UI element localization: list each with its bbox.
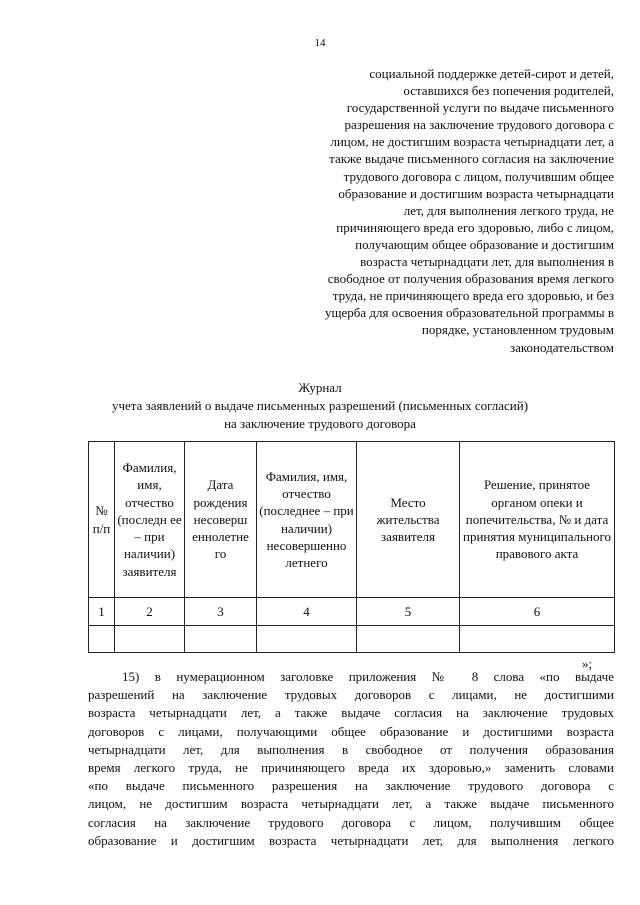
header-line: лет, для выполнения легкого труда, не — [403, 202, 614, 218]
column-number-row — [89, 598, 615, 626]
amendment-line: договоров с лицами, получающими общее образование и достигшими возраста — [88, 723, 614, 739]
page-number: 14 — [314, 37, 326, 49]
amendment-line: возраста четырнадцати лет, а также выдаче согласия на заключение трудовых — [88, 705, 614, 721]
column-number: 5 — [357, 598, 460, 626]
header-line: государственной услуги по выдаче письменного — [346, 100, 614, 116]
header-line: социальной поддержке детей-сирот и детей, — [369, 66, 614, 81]
amendment-line: «по выдаче письменного разрешения на заключение трудового договора с — [88, 778, 614, 794]
header-line: получающим общее образование и достигшим — [355, 236, 614, 252]
column-number: 1 — [89, 598, 115, 626]
header-line: образование и достигшим возраста четырнадцати — [338, 185, 614, 201]
register-table — [88, 441, 615, 653]
column-header-birth-date: Дата рождения несоверш еннолетне го — [185, 442, 257, 598]
journal-subtitle-line: на заключение трудового договора — [224, 415, 416, 431]
header-line: оставшихся без попечения родителей, — [403, 83, 614, 99]
amendment-line: разрешений на заключение трудовых договоров с лицами, не достигшими — [88, 687, 614, 703]
amendment-line: согласия на заключение трудового договора с лицом, получившим общее — [88, 814, 614, 830]
header-line: труда, не причиняющего вреда его здоровью, и без — [332, 288, 614, 304]
header-line: также выдаче письменного согласия на заключение — [329, 151, 614, 167]
table-cell — [185, 626, 257, 653]
table-cell — [460, 626, 615, 653]
header-line: законодательством — [509, 339, 614, 355]
table-header-row — [89, 442, 615, 598]
amendment-line: лицом, не достигшим возраста четырнадцати лет, а также выдаче письменного — [88, 796, 614, 812]
header-line: разрешения на заключение трудового договора с — [344, 117, 614, 133]
column-number: 3 — [185, 598, 257, 626]
column-header-number: № п/п — [89, 442, 115, 598]
header-line: ущерба для освоения образовательной программы в — [325, 305, 614, 321]
header-line: трудового договора с лицом, получившим общее — [343, 168, 614, 184]
amendment-paragraph — [88, 668, 614, 850]
amendment-line: время легкого труда, не причиняющего вреда их здоровью,» заменить словами — [88, 760, 614, 776]
header-line: лицом, не достигшим возраста четырнадцати лет, а — [330, 134, 614, 150]
amendment-line: 15) в нумерационном заголовке приложения № 8 слова «по выдаче — [122, 669, 614, 684]
journal-subtitle-line: учета заявлений о выдаче письменных разрешений (письменных согласий) — [111, 398, 529, 413]
column-header-applicant-name: Фамилия, имя, отчество (последн ее – при наличии) заявителя — [115, 442, 185, 598]
amendment-line: четырнадцати лет, для выполнения в свободное от получения образования — [88, 741, 614, 757]
header-line: порядке, установленном трудовым — [421, 322, 614, 338]
closing-quote-mark: »; — [582, 656, 593, 671]
table-cell — [89, 626, 115, 653]
amendment-line: образование и достигшим возраста четырнадцати лет, для выполнения легкого — [88, 832, 614, 848]
journal-title: Журнал — [298, 380, 342, 395]
column-header-minor-name: Фамилия, имя, отчество (последнее – при наличии) несовершенно летнего — [257, 442, 357, 598]
header-line: возраста четырнадцати лет, для выполнения в — [360, 254, 614, 270]
header-line: причиняющего вреда его здоровью, либо с лицом, — [336, 219, 614, 235]
table-cell — [357, 626, 460, 653]
appendix-header — [268, 65, 614, 356]
table-cell — [257, 626, 357, 653]
header-line: свободное от получения образования время легкого — [327, 271, 614, 287]
table-row — [89, 626, 615, 653]
column-header-decision: Решение, принятое органом опеки и попечительства, № и дата принятия муниципального правового акта — [460, 442, 615, 598]
table-cell — [115, 626, 185, 653]
column-number: 6 — [460, 598, 615, 626]
journal-subtitle — [0, 397, 640, 432]
column-number: 4 — [257, 598, 357, 626]
column-header-residence: Место жительства заявителя — [357, 442, 460, 598]
column-number: 2 — [115, 598, 185, 626]
